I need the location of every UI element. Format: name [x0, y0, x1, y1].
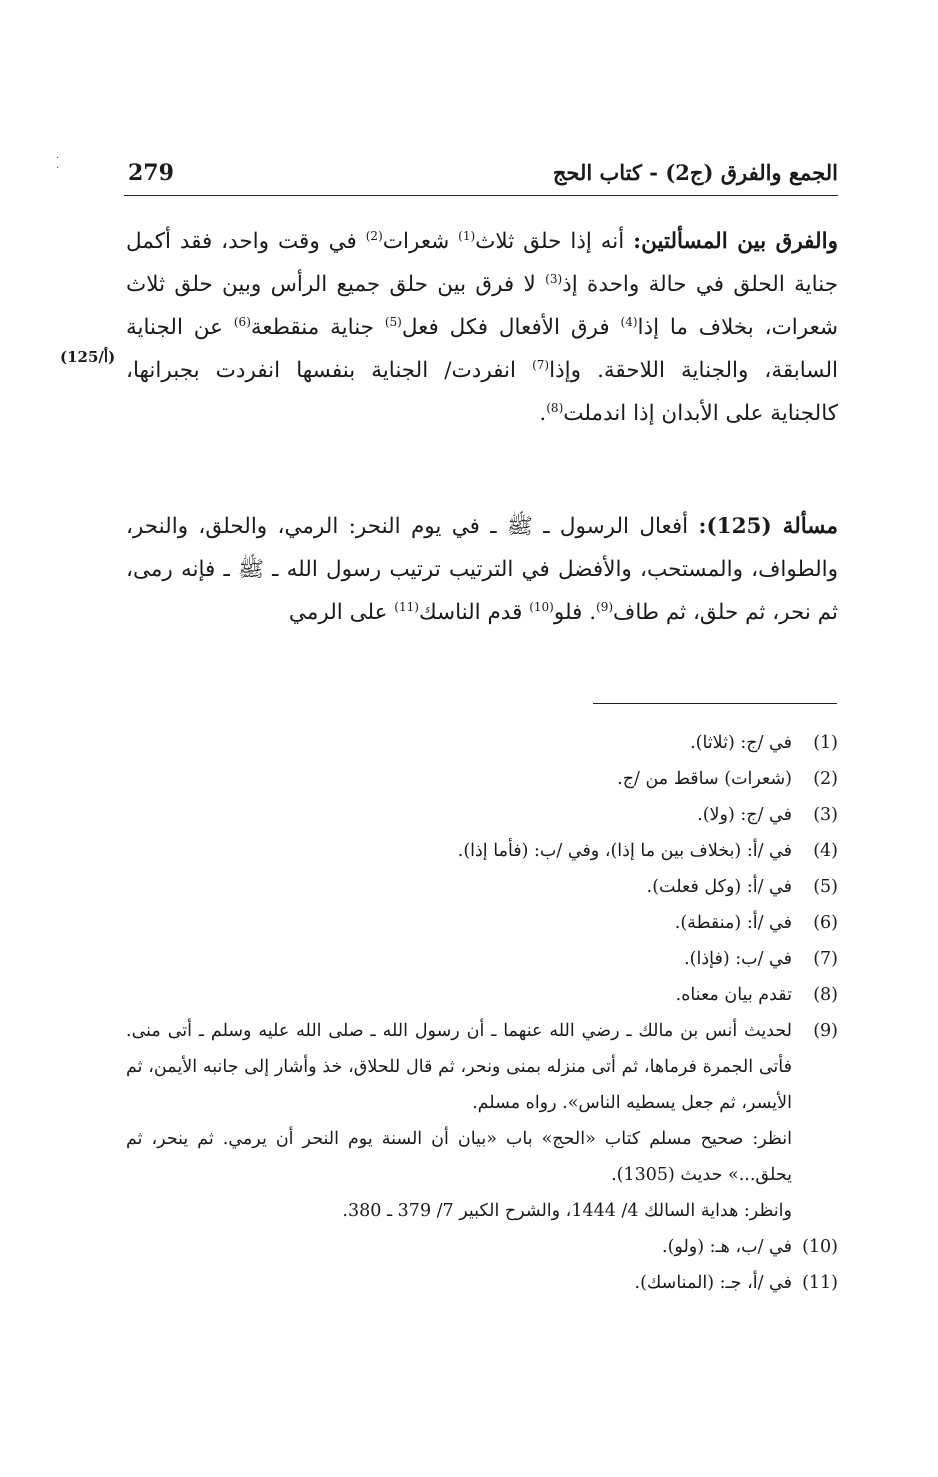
footnote-number: (3) — [813, 805, 838, 825]
footnote-item — [126, 905, 838, 941]
footnote-paragraph: لحديث أنس بن مالك ـ رضي الله عنهما ـ أن رسول الله ـ صلى الله عليه وسلم ـ أتى منى. فأتى الجمرة فرماها، ثم أتى منزله بمنى ونحر، ثم قال للحلاق، خذ وأشار إلى جانبه الأيمن، ثم الأيسر، ثم جعل يسطيه الناس». رواه مسلم. — [126, 1021, 792, 1113]
footnote-ref: (5) — [384, 314, 402, 329]
footnote-text: في /ب: (فإذا). — [684, 949, 792, 969]
text-run: أفعال الرسول ـ ﷺ ـ في يوم النحر: الرمي، والحلق، والنحر، والطواف، والمستحب، والأفضل في الترتيب ترتيب رسول الله ـ ﷺ ـ فإنه رمى، ثم نحر، ثم حلق، ثم طاف — [126, 514, 838, 625]
footnote-ref: (7) — [532, 357, 550, 372]
footnote-text: في /ج: (ولا). — [697, 805, 792, 825]
footnote-item — [126, 725, 838, 761]
footnotes — [126, 725, 838, 1301]
footnote-ref: (3) — [545, 271, 563, 286]
footnote-ref: (2) — [365, 228, 383, 243]
footnote-number: (4) — [813, 841, 838, 861]
footnote-text: في /ب، هـ: (ولو). — [662, 1237, 792, 1257]
footnote-item — [126, 833, 838, 869]
text-run: في وقت واحد، فقد أكمل جناية الحلق في حالة واحدة إذ — [126, 229, 838, 297]
footnote-text: تقدم بيان معناه. — [675, 985, 792, 1005]
footnote-ref: (4) — [620, 314, 638, 329]
footnote-text — [126, 1013, 792, 1229]
paragraph-difference — [126, 220, 838, 435]
text-run: عن الجناية السابقة، والجناية اللاحقة. وإذا — [126, 315, 838, 383]
text-run: قدم الناسك — [418, 600, 523, 625]
footnote-ref: (6) — [233, 314, 251, 329]
text-run: أنه إذا حلق ثلاث — [475, 229, 625, 254]
footnote-number: (9) — [813, 1021, 838, 1041]
footnote-item — [126, 977, 838, 1013]
footnote-number: (1) — [813, 733, 838, 753]
footnote-number: (5) — [813, 877, 838, 897]
paragraph-lead: والفرق بين المسألتين: — [633, 229, 838, 254]
paragraph-issue-125 — [126, 505, 838, 634]
running-title: الجمع والفرق (ج2) - كتاب الحج — [552, 160, 838, 185]
footnote-item — [126, 941, 838, 977]
footnote-paragraph: انظر: صحيح مسلم كتاب «الحج» باب «بيان أن السنة يوم النحر أن يرمي. ثم ينحر، ثم يحلق...» حديث (1305). — [126, 1129, 792, 1185]
footnote-item — [126, 1229, 838, 1265]
footnote-number: (2) — [813, 769, 838, 789]
footnote-text: في /أ: (بخلاف بين ما إذا)، وفي /ب: (فأما إذا). — [457, 841, 792, 861]
text-run: جناية منقطعة — [250, 315, 374, 340]
footnote-number: (8) — [813, 985, 838, 1005]
footnote-separator — [593, 703, 837, 704]
manuscript-folio-marker: (125/أ) — [60, 348, 116, 366]
footnote-item — [126, 869, 838, 905]
footnote-text: في /أ، جـ: (المناسك). — [634, 1273, 792, 1293]
text-run: فرق الأفعال فكل فعل — [401, 315, 610, 340]
footnote-ref: (11) — [394, 599, 419, 614]
footnote-number: (6) — [813, 913, 838, 933]
footnote-ref: (10) — [529, 599, 554, 614]
footnote-number: (7) — [813, 949, 838, 969]
text-run: شعرات — [382, 229, 450, 254]
footnote-ref: (9) — [596, 599, 614, 614]
footnote-text: في /أ: (وكل فعلت). — [646, 877, 792, 897]
page-number: 279 — [128, 160, 174, 186]
footnote-item — [126, 797, 838, 833]
issue-heading: مسألة (125): — [698, 514, 839, 539]
footnote-item — [126, 1013, 838, 1229]
footnote-number: (10) — [802, 1237, 838, 1257]
footnote-text: في /أ: (منقطة). — [674, 913, 792, 933]
header-rule — [124, 195, 838, 196]
footnote-paragraph: وانظر: هداية السالك 4/ 1444، والشرح الكبير 7/ 379 ـ 380. — [342, 1201, 792, 1221]
text-run: لا فرق بين حلق جميع الرأس وبين حلق ثلاث شعرات، بخلاف ما إذا — [126, 272, 839, 340]
footnote-ref: (1) — [458, 228, 476, 243]
footnote-ref: (8) — [546, 400, 564, 415]
footnote-text: (شعرات) ساقط من /ج. — [617, 769, 792, 789]
text-run: على الرمي — [288, 600, 388, 625]
footnote-text: في /ج: (ثلاثا). — [690, 733, 792, 753]
scan-edge-mark: · · — [56, 153, 60, 174]
text-run: . — [539, 401, 547, 426]
footnote-item — [126, 1265, 838, 1301]
text-run: . فلو — [553, 600, 597, 625]
running-header — [124, 154, 838, 192]
footnote-item — [126, 761, 838, 797]
footnote-number: (11) — [802, 1273, 838, 1293]
text-run: انفردت/ الجناية بنفسها انفردت بجبرانها، كالجناية على الأبدان إذا اندملت — [126, 358, 838, 426]
